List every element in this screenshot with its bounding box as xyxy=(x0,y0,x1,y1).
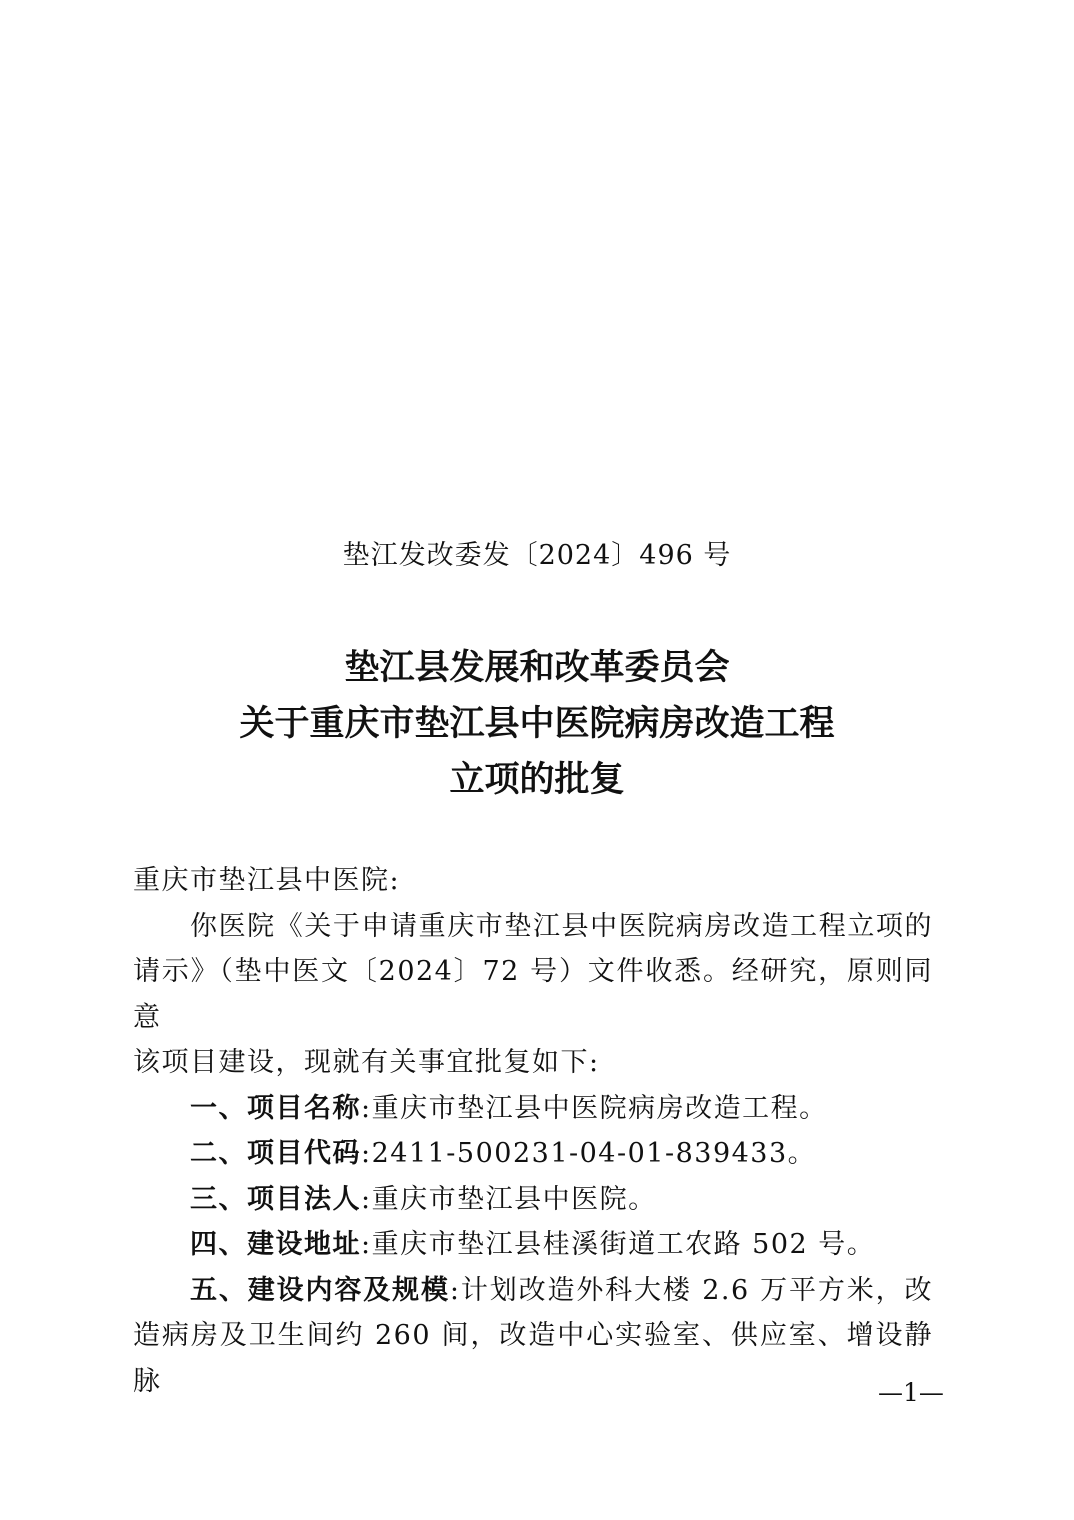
item-text: :计划改造外科大楼 2.6 万平方米，改 xyxy=(449,1274,934,1306)
intro-line-3: 该项目建设，现就有关事宜批复如下: xyxy=(133,1047,600,1078)
item-project-code xyxy=(133,1131,933,1177)
intro-line-2: 请示》（垫中医文〔2024〕72 号）文件收悉。经研究，原则同意 xyxy=(133,956,933,1033)
document-number: 垫江发改委发〔2024〕496 号 xyxy=(342,540,732,571)
title-line-1: 垫江县发展和改革委员会 xyxy=(344,648,730,688)
intro-line-1: 你医院《关于申请重庆市垫江县中医院病房改造工程立项的 xyxy=(190,910,933,942)
item-legal-entity xyxy=(133,1177,933,1223)
item-text: :2411-500231-04-01-839433。 xyxy=(361,1138,817,1169)
title-line-2: 关于重庆市垫江县中医院病房改造工程 xyxy=(239,704,835,744)
item-text: :重庆市垫江县桂溪街道工农路 502 号。 xyxy=(361,1229,876,1260)
document-title xyxy=(0,640,1074,808)
document-body xyxy=(133,858,933,1404)
item-construction-address xyxy=(133,1222,933,1268)
item-construction-scope xyxy=(133,1268,933,1314)
item-project-name xyxy=(133,1086,933,1132)
item-text: :重庆市垫江县中医院病房改造工程。 xyxy=(361,1092,828,1124)
item-label: 五、建设内容及规模 xyxy=(190,1274,450,1306)
scope-continuation: 造病房及卫生间约 260 间，改造中心实验室、供应室、增设静脉 xyxy=(133,1320,933,1397)
item-label: 一、项目名称 xyxy=(190,1092,361,1124)
item-label: 二、项目代码 xyxy=(190,1138,361,1169)
item-label: 三、项目法人 xyxy=(190,1183,361,1215)
salutation: 重庆市垫江县中医院: xyxy=(133,865,401,896)
title-line-3: 立项的批复 xyxy=(449,760,625,800)
page-number: —1— xyxy=(878,1378,944,1407)
item-text: :重庆市垫江县中医院。 xyxy=(361,1183,657,1215)
item-label: 四、建设地址 xyxy=(190,1229,361,1260)
